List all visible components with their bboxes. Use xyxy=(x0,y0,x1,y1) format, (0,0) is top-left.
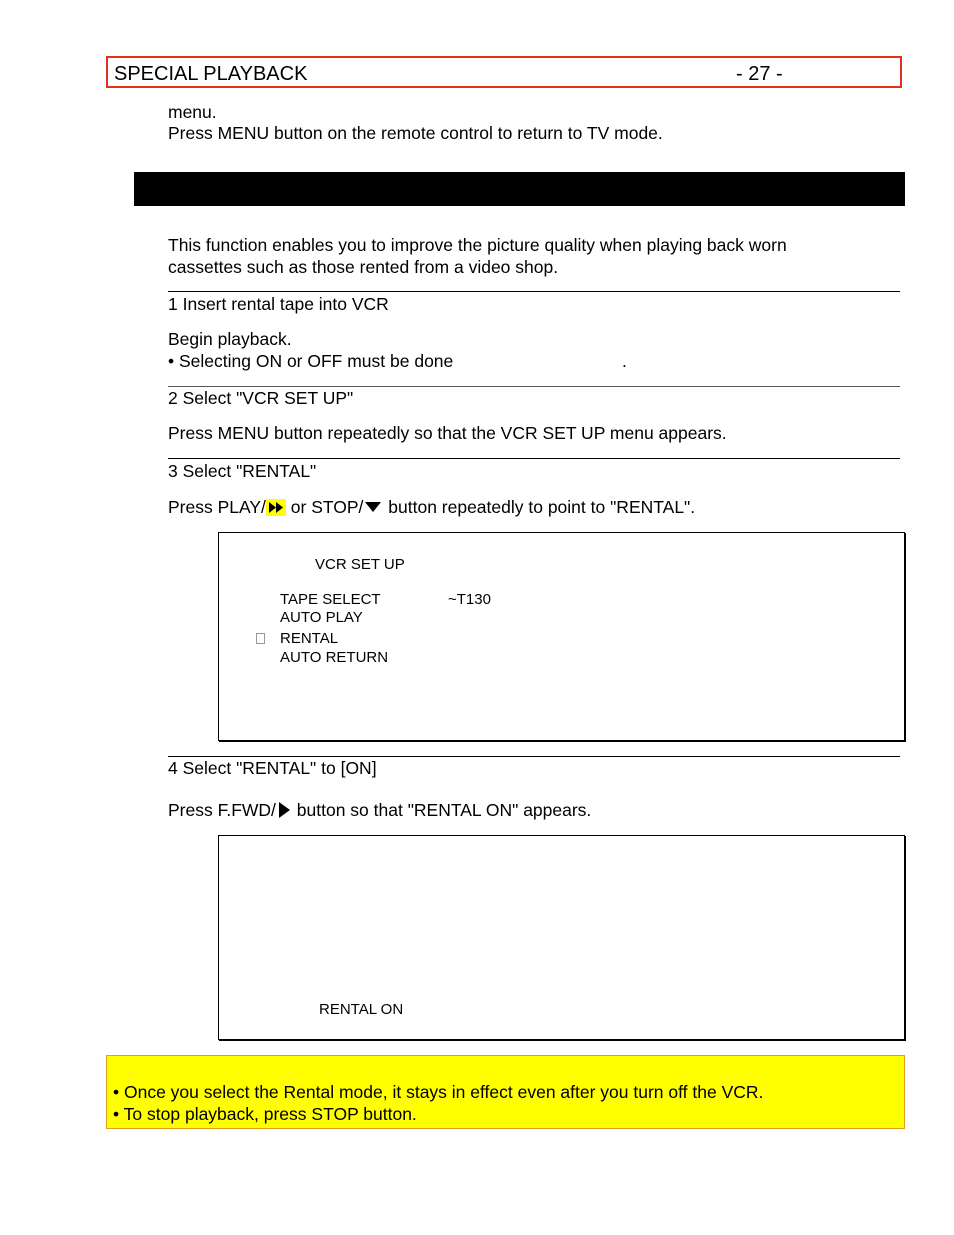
vcr-setup-screen xyxy=(218,532,905,741)
step-3-text xyxy=(168,496,695,521)
menu-item-auto-play: AUTO PLAY xyxy=(280,609,363,626)
step-1-text: Begin playback. xyxy=(168,329,292,349)
menu-item-tape-select: TAPE SELECT xyxy=(280,591,381,608)
divider xyxy=(168,458,900,459)
step-1-heading: 1 Insert rental tape into VCR xyxy=(168,294,389,314)
rental-on-screen xyxy=(218,835,905,1040)
page-number: - 27 - xyxy=(736,63,783,85)
step-3-text-part3: button repeatedly to point to "RENTAL". xyxy=(383,497,696,517)
cursor-marker-icon xyxy=(256,631,265,649)
menu-item-rental: RENTAL xyxy=(280,630,339,647)
step-1-note: • Selecting ON or OFF must be done xyxy=(168,351,454,371)
menu-item-auto-return: AUTO RETURN xyxy=(280,649,389,666)
step-3-heading: 3 Select "RENTAL" xyxy=(168,461,317,481)
step-4-text-part2: button so that "RENTAL ON" appears. xyxy=(291,800,592,820)
screen-title: VCR SET UP xyxy=(315,556,405,573)
step-2-text: Press MENU button repeatedly so that the VCR SET UP menu appears. xyxy=(168,423,727,443)
section-title: SPECIAL PLAYBACK xyxy=(114,63,308,85)
step-3-text-part2: or STOP/ xyxy=(285,497,364,517)
note-box xyxy=(106,1055,905,1129)
note-line-2: • To stop playback, press STOP button. xyxy=(113,1104,417,1124)
step-4-text-part1: Press F.FWD/ xyxy=(168,800,276,820)
page-header xyxy=(106,56,902,88)
step-4-heading: 4 Select "RENTAL" to [ON] xyxy=(168,758,377,778)
fast-forward-icon xyxy=(266,499,286,521)
intro-line-1: menu. xyxy=(168,102,217,122)
description-line-2: cassettes such as those rented from a video shop. xyxy=(168,257,559,277)
right-triangle-icon xyxy=(276,801,292,824)
step-3-text-part1: Press PLAY/ xyxy=(168,497,266,517)
description-line-1: This function enables you to improve the picture quality when playing back worn xyxy=(168,235,787,255)
step-4-text xyxy=(168,799,591,824)
step-1-note-end: . xyxy=(622,351,627,371)
note-line-1: • Once you select the Rental mode, it stays in effect even after you turn off the VCR. xyxy=(113,1082,764,1102)
rental-status: RENTAL ON xyxy=(319,1001,404,1018)
step-2-heading: 2 Select "VCR SET UP" xyxy=(168,388,354,408)
down-triangle-icon xyxy=(363,499,383,521)
intro-line-2: Press MENU button on the remote control to return to TV mode. xyxy=(168,123,663,143)
divider xyxy=(168,291,900,292)
tape-select-value: ~T130 xyxy=(448,591,491,608)
section-heading-bar xyxy=(134,172,905,206)
